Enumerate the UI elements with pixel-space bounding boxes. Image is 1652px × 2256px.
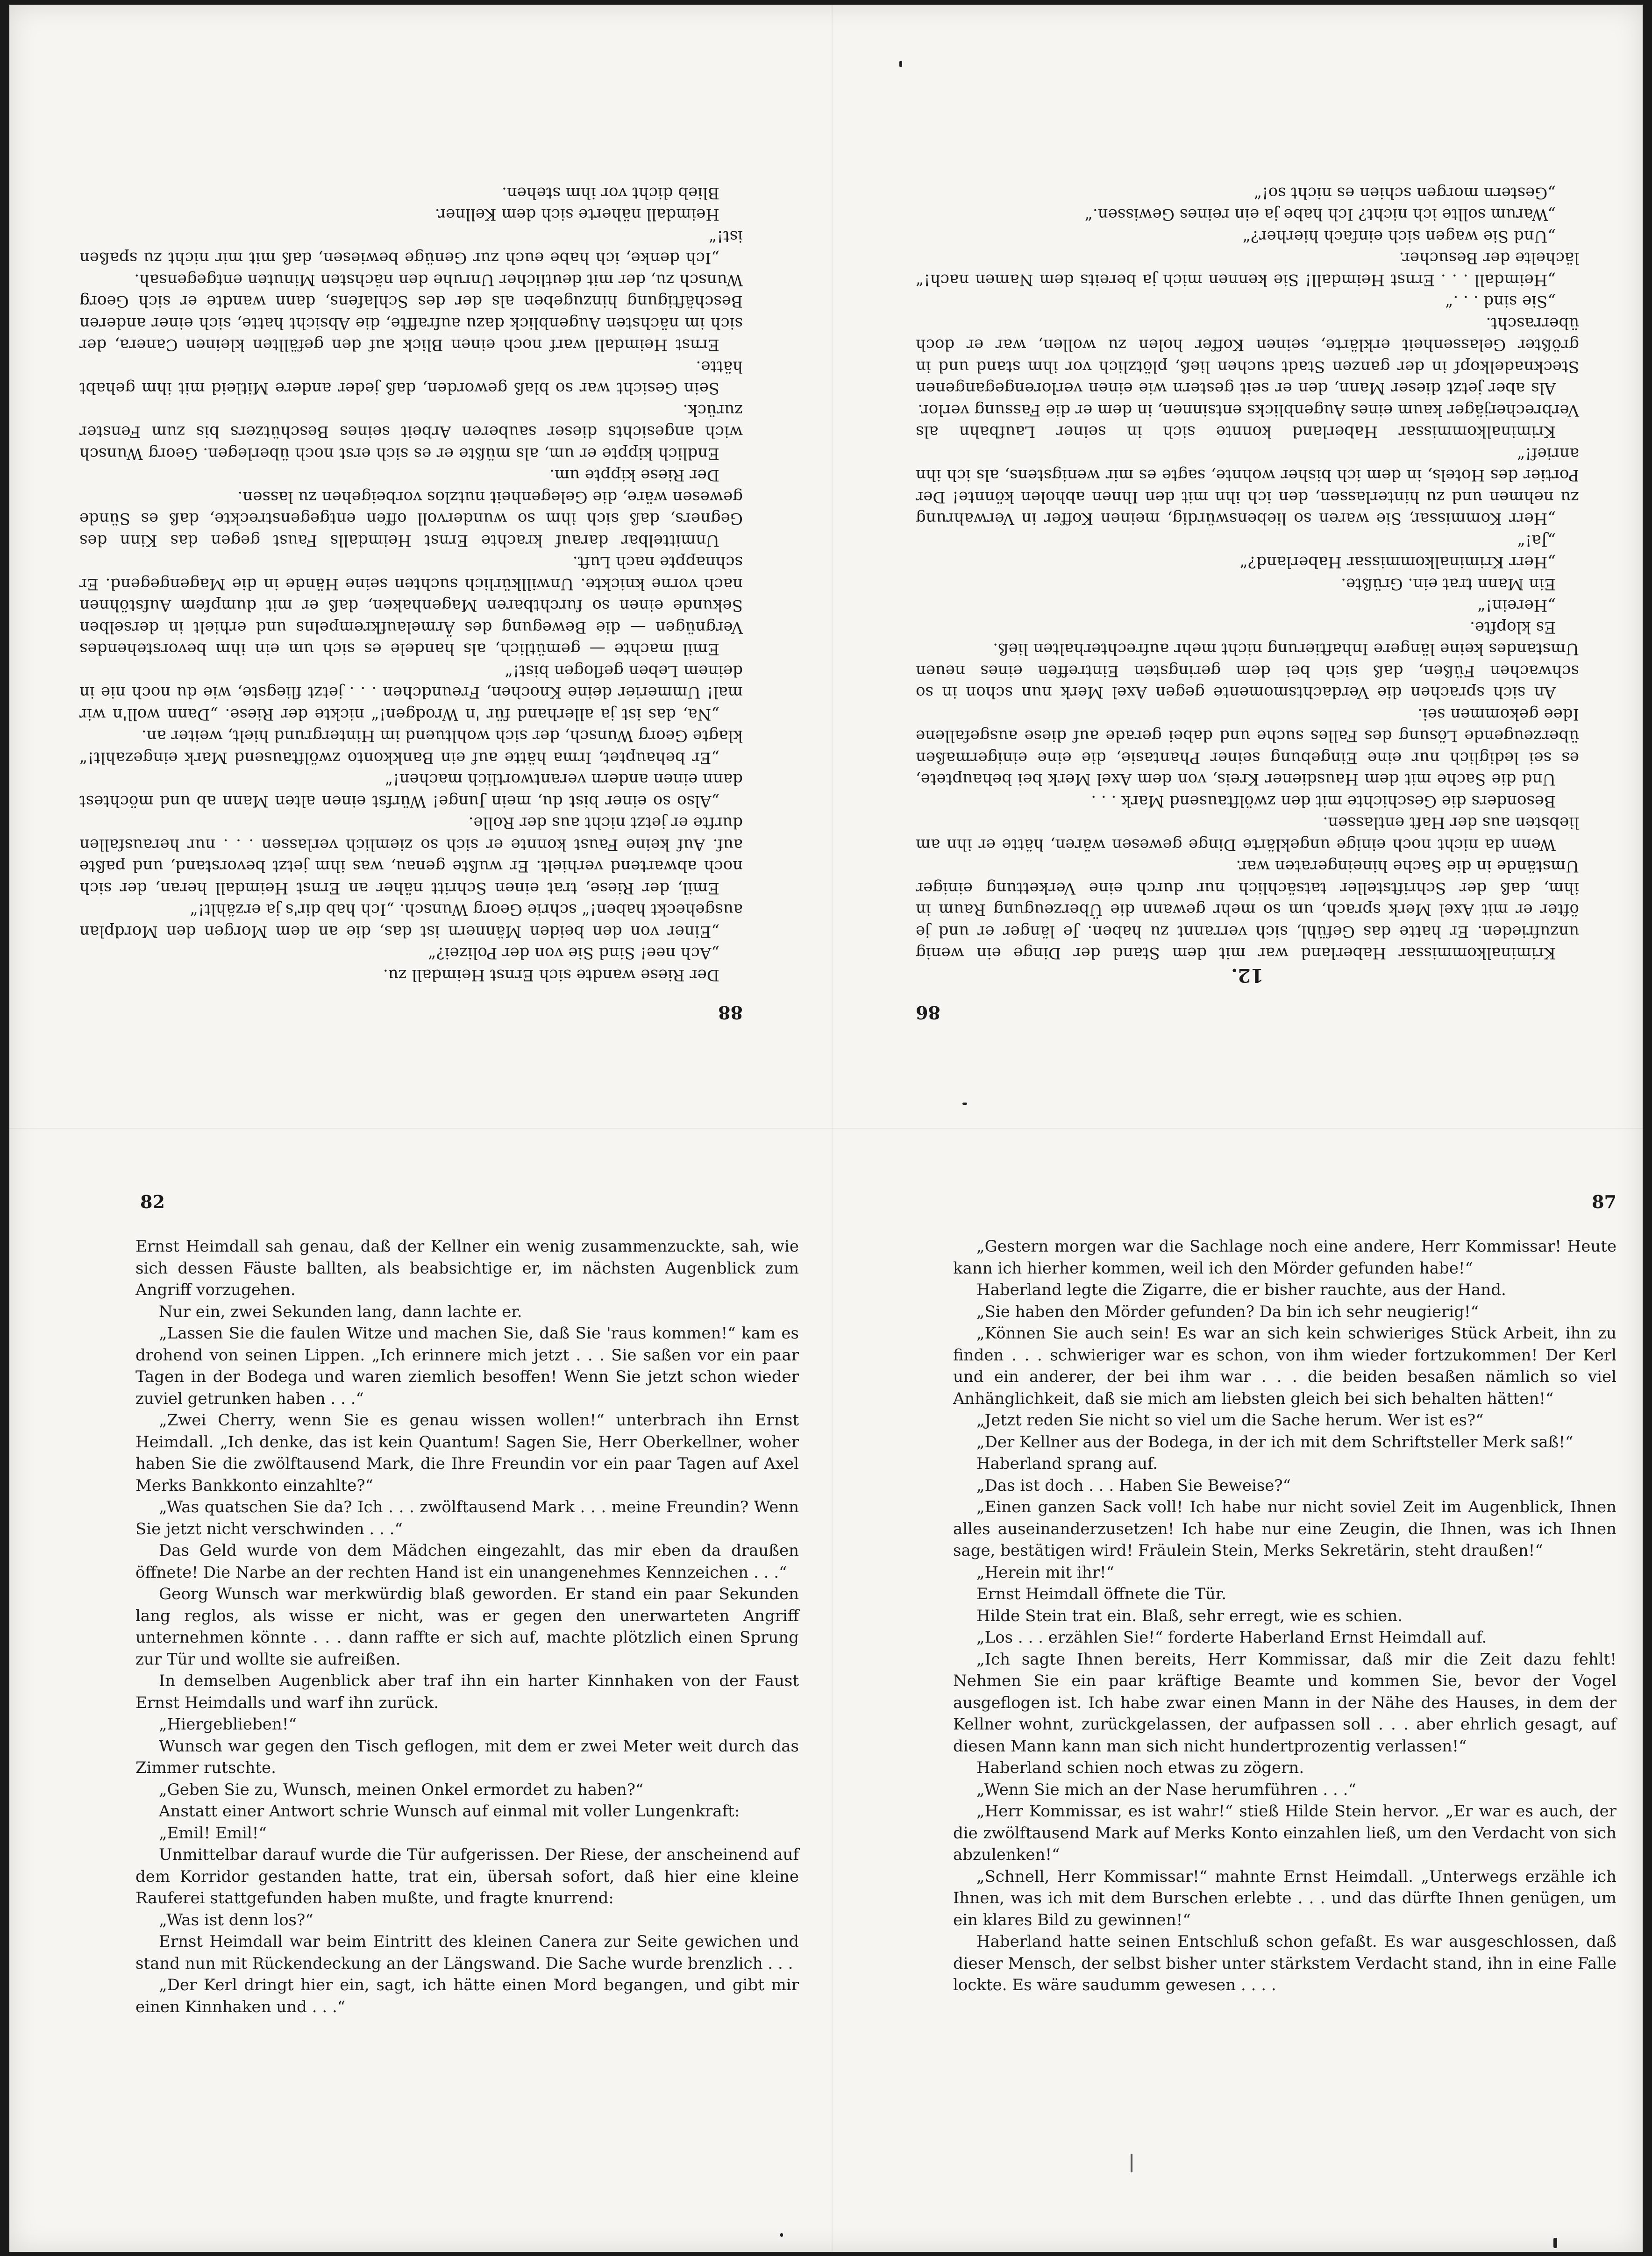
page-number: 86 (916, 1002, 940, 1023)
page-number: 87 (1592, 1191, 1616, 1212)
paragraph: Hilde Stein trat ein. Blaß, sehr erregt, wie es schien. (976, 1606, 1403, 1625)
paragraph: Kriminalkommissar Haberland war mit dem Stand der Dinge ein wenig unzufrieden. Er hatte das Gefühl, sich verrannt zu haben. Je länger er und je öfter er mit Axel Merk sprach, um so mehr gewann die Überzeugung Raum in ihm, daß der Schriftsteller tatsächlich nur durch eine Verkettung einiger Umstände in die Sache hineingeraten war. (916, 857, 1579, 963)
scan-speck (780, 2233, 783, 2237)
paragraph: „Gestern morgen war die Sachlage noch eine andere, Herr Kommissar! Heute kann ich hierher kommen, weil ich den Mörder gefunden habe!“ (953, 1237, 1616, 1278)
paragraph: Haberland sprang auf. (976, 1454, 1158, 1473)
page-text (953, 1236, 1616, 1996)
paragraph: Heimdall näherte sich dem Kellner. (434, 205, 719, 224)
paragraph: Als aber jetzt dieser Mann, den er seit gestern wie einen verlorengegangenen Stecknadelkopf in der ganzen Stadt suchen ließ, plötzlich vor ihm stand und in größter Gelassenheit erklärte, seinen Koffer holen zu wollen, war er doch überrascht. (916, 314, 1579, 398)
paragraph: Unmittelbar darauf krachte Ernst Heimdalls Faust gegen das Kinn des Gegners, daß sich ihm so wundervoll offen entgegenstreckte, daß es Sünde gewesen wäre, die Gelegenheit nutzlos vorbeigehen zu lassen. (79, 488, 743, 550)
paragraph: Ernst Heimdall warf noch einen Blick auf den gefällten kleinen Canera, der sich im nächsten Augenblick dazu aufraffte, die Absicht hatte, sich einer anderen Beschäftigung hinzugeben als der des Schlafens, dann wandte er sich Georg Wunsch zu, der mit deutlicher Unruhe den nächsten Minuten entgegensah. (79, 270, 743, 355)
paragraph: „Und Sie wagen sich einfach hierher?“ (1242, 227, 1556, 246)
paragraph: Wunsch war gegen den Tisch geflogen, mit dem er zwei Meter weit durch das Zimmer rutschte. (135, 1736, 799, 1777)
paragraph: „Warum sollte ich nicht? Ich habe ja ein reines Gewissen.“ (1084, 205, 1556, 224)
paragraph: „Ach nee! Sind Sie von der Polizei?“ (428, 944, 719, 963)
paragraph: „Sie sind . . .“ (1445, 292, 1556, 311)
scan-speck (1553, 2238, 1557, 2248)
paragraph: „Ich denke, ich habe euch zur Genüge bewiesen, daß mit mir nicht zu spaßen ist!“ (79, 227, 743, 268)
paragraph: „Zwei Cherry, wenn Sie es genau wissen wollen!“ unterbrach ihn Ernst Heimdall. „Ich denke, das ist kein Quantum! Sagen Sie, Herr Oberkellner, woher haben Sie die zwölftausend Mark, die Ihre Freundin vor ein paar Tagen auf Axel Merks Bankkonto einzahlte?“ (135, 1411, 799, 1495)
paragraph: Es klopfte. (1470, 618, 1556, 637)
paragraph: „Was ist denn los?“ (159, 1910, 313, 1929)
paragraph: Haberland legte die Zigarre, die er bisher rauchte, aus der Hand. (976, 1281, 1506, 1299)
paragraph: „Heimdall . . . Ernst Heimdall! Sie kennen mich ja bereits dem Namen nach!“ lächelte der Besucher. (916, 249, 1579, 289)
paragraph: Endlich kippte er um, als müßte er es sich erst noch überlegen. Georg Wunsch wich angesichts dieser sauberen Arbeit seines Beschützers bis zum Fenster zurück. (79, 401, 743, 463)
paragraph: „Jetzt reden Sie nicht so viel um die Sache herum. Wer ist es?“ (976, 1411, 1484, 1430)
paragraph: „Wenn Sie mich an der Nase herumführen . . .“ (976, 1780, 1356, 1799)
paragraph: Haberland hatte seinen Entschluß schon gefaßt. Es war ausgeschlossen, daß dieser Mensch, der selbst bisher unter stärkstem Verdacht stand, ihn in eine Falle lockte. Es wäre saudumm gewesen . . . . (953, 1932, 1616, 1994)
paragraph: Sein Gesicht war so blaß geworden, daß jeder andere Mitleid mit ihm gehabt hätte. (79, 357, 743, 398)
paragraph: „Schnell, Herr Kommissar!“ mahnte Ernst Heimdall. „Unterwegs erzähle ich Ihnen, was ich mit dem Burschen erlebte . . . und das dürfte Ihnen genügen, um ein klares Bild zu gewinnen!“ (953, 1867, 1616, 1929)
paragraph: „Lassen Sie die faulen Witze und machen Sie, daß Sie 'raus kommen!“ kam es drohend von seinen Lippen. „Ich erinnere mich jetzt . . . Sie saßen vor ein paar Tagen in der Bodega und waren ziemlich besoffen! Wenn Sie jetzt schon wieder zuviel getrunken haben . . .“ (135, 1324, 799, 1408)
chapter-heading: 12. (1231, 964, 1264, 986)
paragraph: Wenn da nicht noch einige ungeklärte Dinge gewesen wären, hätte er ihn am liebsten aus der Haft entlassen. (916, 813, 1579, 854)
page-number: 82 (140, 1191, 165, 1212)
paragraph: Ernst Heimdall war beim Eintritt des kleinen Canera zur Seite gewichen und stand nun mit Rückendeckung an der Längswand. Die Sache wurde brenzlich . . . (135, 1932, 799, 1973)
paragraph: „Hiergeblieben!“ (159, 1715, 297, 1734)
scan-speck (899, 61, 902, 67)
horizontal-fold (9, 1128, 1643, 1129)
paragraph: „Herr Kommissar, Sie waren so liebenswürdig, meinen Koffer in Verwahrung zu nehmen und zu hinterlassen, den ich ihn mit den Ihnen abholen könnte! Der Portier des Hotels, in dem ich bisher wohnte, sagte es mir wenigstens, als ich ihn anrief!“ (916, 444, 1579, 528)
paragraph: „Was quatschen Sie da? Ich . . . zwölftausend Mark . . . meine Freundin? Wenn Sie jetzt nicht verschwinden . . .“ (135, 1498, 799, 1538)
paragraph: „Ja!“ (1517, 531, 1556, 550)
scan-speck (1131, 2154, 1132, 2172)
paragraph: Blieb dicht vor ihm stehen. (502, 184, 719, 202)
paragraph: Emil machte — gemütlich, als handele es sich um ein ihm bevorstehendes Vergnügen — die Bewegung des Ärmelaufkrempelns und erhielt in derselben Sekunde einen so furchtbaren Magenhaken, daß er mit dumpfem Aufstöhnen nach vorne knickte. Unwillkürlich suchten seine Hände in die Magengegend. Er schnappte nach Luft. (79, 553, 743, 659)
page-text (79, 182, 743, 986)
scanned-sheet (9, 5, 1643, 2252)
paragraph: Der Riese kippte um. (549, 466, 719, 485)
paragraph: Nur ein, zwei Sekunden lang, dann lachte er. (159, 1302, 522, 1321)
paragraph: An sich sprachen die Verdachtsmomente gegen Axel Merk nun schon in so schwachen Füßen, daß sich bei dem geringsten Eintreffen eines neuen Umstandes keine längere Inhaftierung nicht mehr aufrechterhalten ließ. (916, 640, 1579, 702)
paragraph: „Der Kerl dringt hier ein, sagt, ich hätte einen Mord begangen, und gibt mir einen Kinnhaken und . . .“ (135, 1976, 799, 2016)
paragraph: Besonders die Geschichte mit den zwölftausend Mark . . . (1091, 792, 1556, 811)
paragraph: „Herr Kommissar, es ist wahr!“ stieß Hilde Stein hervor. „Er war es auch, der die zwölftausend Mark auf Merks Konto einzahlen ließ, um den Verdacht von sich abzulenken!“ (953, 1802, 1616, 1864)
paragraph: „Ich sagte Ihnen bereits, Herr Kommissar, daß mir die Zeit dazu fehlt! Nehmen Sie ein paar kräftige Beamte und kommen Sie, bevor der Vogel ausgeflogen ist. Ich habe zwar einen Mann in der Nähe des Hauses, in dem der Kellner wohnt, zurückgelassen, der aufpassen soll . . . aber ehrlich gesagt, auf diesen Mann kann man sich nicht hundertprozentig verlassen!“ (953, 1650, 1616, 1756)
page-text (916, 182, 1579, 986)
paragraph: Unmittelbar darauf wurde die Tür aufgerissen. Der Riese, der anscheinend auf dem Korridor gestanden hatte, trat ein, übersah sofort, daß hier eine kleine Rauferei stattgefunden haben mußte, und fragte knurrend: (135, 1845, 799, 1907)
paragraph: „Der Kellner aus der Bodega, in der ich mit dem Schriftsteller Merk saß!“ (976, 1432, 1574, 1452)
paragraph: „Er behauptet, Irma hätte auf ein Bankkonto zwölftausend Mark eingezahlt!“ klagte Georg Wunsch, der sich wohltuend im Hintergrund hielt, weiter an. (79, 726, 743, 767)
scan-speck (962, 1103, 967, 1105)
paragraph: „Einer von den beiden Männern ist das, die an dem Morgen den Mordplan ausgeheckt haben!“ schrie Georg Wunsch. „Ich hab dir's ja erzählt!“ (79, 900, 743, 941)
paragraph: Das Geld wurde von dem Mädchen eingezahlt, das mir eben da draußen öffnete! Die Narbe an der rechten Hand ist ein unangenehmes Kennzeichen . . .“ (135, 1541, 799, 1582)
paragraph: „Einen ganzen Sack voll! Ich habe nur nicht soviel Zeit im Augenblick, Ihnen alles auseinanderzusetzen! Ich habe nur eine Zeugin, die Ihnen, was ich Ihnen sage, bestätigen wird! Fräulein Stein, Merks Sekretärin, steht draußen!“ (953, 1498, 1616, 1560)
paragraph: „Können Sie auch sein! Es war an sich kein schwieriges Stück Arbeit, ihn zu finden . . . schwieriger war es schon, von ihm wieder fortzukommen! Der Kerl und ein anderer, der bei ihm war . . . die beiden besaßen nämlich so viel Anhänglichkeit, daß sie mich am liebsten gleich bei sich behalten hätten!“ (953, 1324, 1616, 1408)
paragraph: „Emil! Emil!“ (159, 1823, 267, 1843)
page-text (135, 1236, 799, 2018)
page-number: 88 (718, 1002, 743, 1023)
paragraph: Emil, der Riese, trat einen Schritt näher an Ernst Heimdall heran, der sich noch abwartend verhielt. Er wußte genau, was ihm jetzt bevorstand, und paßte auf. Auf keine Faust konnte er sich so ziemlich verlassen . . . nur herausfallen durfte er jetzt nicht aus der Rolle. (79, 813, 743, 897)
paragraph: In demselben Augenblick aber traf ihn ein harter Kinnhaken von der Faust Ernst Heimdalls und warf ihn zurück. (135, 1672, 799, 1712)
paragraph: „Gestern morgen schien es nicht so!“ (1253, 184, 1556, 202)
paragraph: „Herein mit ihr!“ (976, 1563, 1114, 1582)
page-88 (79, 93, 743, 1023)
paragraph: „Sie haben den Mörder gefunden? Da bin ich sehr neugierig!“ (976, 1302, 1479, 1321)
paragraph: „Los . . . erzählen Sie!“ forderte Haberland Ernst Heimdall auf. (976, 1628, 1487, 1647)
paragraph: Georg Wunsch war merkwürdig blaß geworden. Er stand ein paar Sekunden lang reglos, als wisse er nicht, was er gegen den unerwarteten Angriff unternehmen könnte . . . dann raffte er sich auf, machte plötzlich einen Sprung zur Tür und wollte sie aufreißen. (135, 1585, 799, 1669)
page-86 (916, 93, 1579, 1023)
paragraph: Ernst Heimdall öffnete die Tür. (976, 1585, 1227, 1603)
paragraph: Ernst Heimdall sah genau, daß der Kellner ein wenig zusammenzuckte, sah, wie sich dessen Fäuste ballten, als beabsichtige er, im nächsten Augenblick zum Angriff vorzugehen. (135, 1237, 799, 1299)
paragraph: „Also so einer bist du, mein Junge! Würfst einen alten Mann ab und möchtest dann einen andern verantwortlich machen!“ (79, 770, 743, 811)
paragraph: Anstatt einer Antwort schrie Wunsch auf einmal mit voller Lungenkraft: (159, 1802, 740, 1821)
paragraph: Haberland schien noch etwas zu zögern. (976, 1758, 1304, 1777)
paragraph: Kriminalkommissar Haberland konnte sich in seiner Laufbahn als Verbrecherjäger kaum eines Augenblicks entsinnen, in dem er die Fassung verlor. (916, 401, 1579, 441)
page-82 (135, 1191, 799, 2219)
paragraph: „Herein!“ (1477, 596, 1556, 615)
paragraph: Der Riese wandte sich Ernst Heimdall zu. (383, 966, 719, 984)
paragraph: Und die Sache mit dem Hausdiener Kreis, von dem Axel Merk bei behauptete, es sei lediglich nur eine Eingebung seiner Phantasie, die eine einigermaßen überzeugende Lösung des Falles suche und dabei gerade auf diese ausgefallene Idee gekommen sei. (916, 705, 1579, 789)
paragraph: „Das ist doch . . . Haben Sie Beweise?“ (976, 1476, 1291, 1495)
paragraph: „Geben Sie zu, Wunsch, meinen Onkel ermordet zu haben?“ (159, 1780, 644, 1799)
paragraph: „Herr Kriminalkommissar Haberland?“ (1239, 553, 1556, 572)
paragraph: Ein Mann trat ein. Grüßte. (1341, 575, 1556, 593)
paragraph: „Na, das ist ja allerhand für 'n Wrodgen!“ nickte der Riese. „Dann woll'n wir mal! Ummerier deine Knochen, Freundchen . . . jetzt fliegste, wie du noch nie in deinem Leben geflogen bist!“ (79, 662, 743, 724)
page-87 (953, 1191, 1616, 2219)
